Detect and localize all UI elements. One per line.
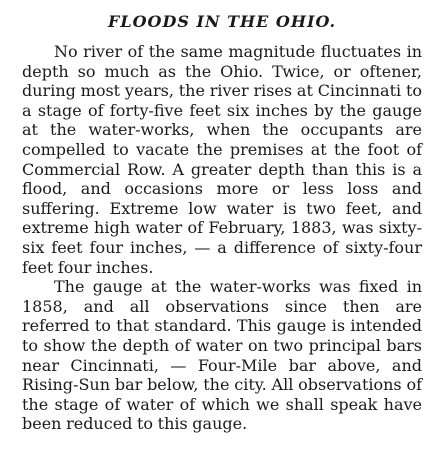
paragraph-2: The gauge at the water-works was fixed in 1858, and all observations since then are referred to that standard. This gauge is intended to show the depth of water on two principal bars near Cincinnati, — Four-Mile bar above, and Rising-Sun bar below, the city. All observations of the stage of water of which we shall speak have been reduced to this gauge. bbox=[22, 277, 422, 434]
section-title: FLOODS IN THE OHIO. bbox=[107, 12, 337, 31]
paragraph-1: No river of the same magnitude fluctuates in depth so much as the Ohio. Twice, or oftener, during most years, the river rises at Cincinnati to a stage of forty-five feet six inches by the gauge at the water-works, when the occupants are compelled to vacate the premises at the foot of Commercial Row. A greater depth than this is a flood, and occasions more or less loss and suffering. Extreme low water is two feet, and extreme high water of February, 1883, was sixty-six feet four inches, — a difference of sixty-four feet four inches. bbox=[22, 42, 422, 277]
